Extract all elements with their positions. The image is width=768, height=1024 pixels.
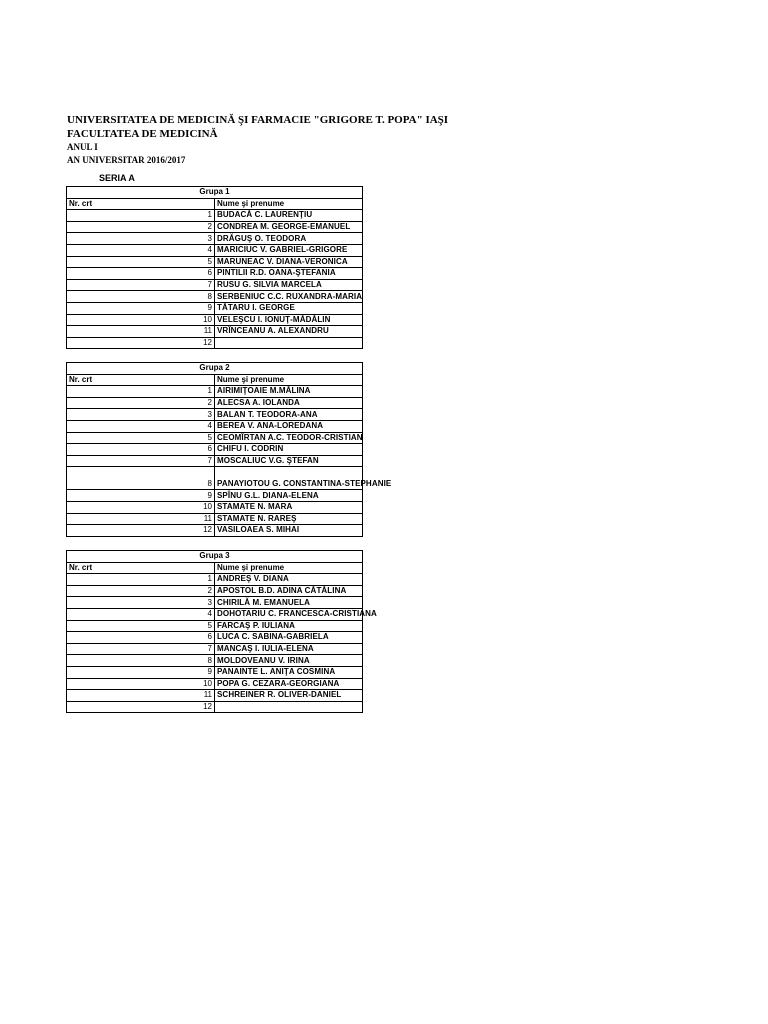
table-row [67,337,363,349]
row-number: 8 [67,291,215,303]
group-title: Grupa 2 [67,363,363,375]
student-name: BEREA V. ANA-LOREDANA [215,420,363,432]
table-row [67,490,363,502]
row-number: 3 [67,597,215,609]
row-number: 5 [67,620,215,632]
row-number: 9 [67,490,215,502]
table-row [67,444,363,456]
student-name: RUSU G. SILVIA MARCELA [215,279,363,291]
row-number: 6 [67,268,215,280]
student-name: PANAINTE L. ANIŢA COSMINA [215,666,363,678]
table-row [67,597,363,609]
table-row [67,256,363,268]
student-name: CEOMÎRTAN A.C. TEODOR-CRISTIAN [215,432,363,444]
series-label: SERIA A [99,173,135,183]
student-name: AIRIMIŢOAIE M.MĂLINA [215,386,363,398]
student-name: MOSCALIUC V.G. ŞTEFAN [215,455,363,467]
table-row [67,291,363,303]
table-row [67,632,363,644]
table-row [67,455,363,467]
row-number: 7 [67,455,215,467]
row-number: 7 [67,279,215,291]
row-number: 8 [67,655,215,667]
table-row [67,501,363,513]
group-table-2 [66,362,392,537]
academic-year: AN UNIVERSITAR 2016/2017 [67,155,186,165]
student-name: TĂTARU I. GEORGE [215,302,363,314]
row-number: 11 [67,690,215,702]
table-row [67,432,363,444]
row-number: 9 [67,302,215,314]
table-row [67,210,363,222]
student-name: ANDREŞ V. DIANA [215,574,363,586]
document-header [67,113,448,167]
student-name: CHIFU I. CODRIN [215,444,363,456]
student-name: BALAN T. TEODORA-ANA [215,409,363,421]
student-name: APOSTOL B.D. ADINA CĂTĂLINA [215,585,363,597]
student-name: MANCAŞ I. IULIA-ELENA [215,643,363,655]
student-name: SPÎNU G.L. DIANA-ELENA [215,490,363,502]
row-number: 10 [67,501,215,513]
table-row [67,397,363,409]
student-name: CONDREA M. GEORGE-EMANUEL [215,221,363,233]
row-number: 4 [67,244,215,256]
group-title: Grupa 1 [67,187,363,199]
row-number: 4 [67,608,215,620]
student-name: VRÎNCEANU A. ALEXANDRU [215,326,363,338]
table-row [67,302,363,314]
row-number: 2 [67,585,215,597]
student-name: POPA G. CEZARA-GEORGIANA [215,678,363,690]
table-row [67,574,363,586]
table-row [67,279,363,291]
student-name: PINTILII R.D. OANA-ŞTEFANIA [215,268,363,280]
student-name [215,337,363,349]
row-number: 5 [67,432,215,444]
table-row [67,678,363,690]
row-number: 12 [67,337,215,349]
table-row [67,643,363,655]
table-row [67,585,363,597]
column-header-nr: Nr. crt [67,562,215,574]
table-row [67,233,363,245]
table-row [67,467,363,490]
row-number: 11 [67,326,215,338]
group-table-1 [66,186,363,349]
student-name [215,701,363,713]
table-row [67,525,363,537]
faculty-name: FACULTATEA DE MEDICINĂ [67,128,218,140]
student-name: VASILOAEA S. MIHAI [215,525,363,537]
student-name: BUDACĂ C. LAURENŢIU [215,210,363,222]
student-name: DOHOTARIU C. FRANCESCA-CRISTIANA [215,608,363,620]
student-name: MARUNEAC V. DIANA-VERONICA [215,256,363,268]
table-row [67,244,363,256]
table-row [67,221,363,233]
table-row [67,608,363,620]
row-number: 1 [67,386,215,398]
table-row [67,513,363,525]
student-name: DRĂGUŞ O. TEODORA [215,233,363,245]
row-number: 3 [67,409,215,421]
student-name: MARICIUC V. GABRIEL-GRIGORE [215,244,363,256]
student-name: SCHREINER R. OLIVER-DANIEL [215,690,363,702]
column-header-nr: Nr. crt [67,374,215,386]
table-row [67,326,363,338]
column-header-name: Nume şi prenume [215,198,363,210]
row-number: 1 [67,210,215,222]
column-header-name: Nume şi prenume [215,374,363,386]
row-number: 4 [67,420,215,432]
table-row [67,701,363,713]
student-name: STAMATE N. MARA [215,501,363,513]
student-name: CHIRILĂ M. EMANUELA [215,597,363,609]
row-number: 12 [67,701,215,713]
table-row [67,268,363,280]
row-number: 8 [67,467,215,490]
student-name: LUCA C. SABINA-GABRIELA [215,632,363,644]
row-number: 2 [67,397,215,409]
table-row [67,666,363,678]
student-name: ALECSA A. IOLANDA [215,397,363,409]
student-name: FARCAŞ P. IULIANA [215,620,363,632]
student-name: VELEŞCU I. IONUŢ-MĂDĂLIN [215,314,363,326]
student-name: SERBENIUC C.C. RUXANDRA-MARIA [215,291,363,303]
study-year: ANUL I [67,142,98,152]
row-number: 6 [67,632,215,644]
table-row [67,420,363,432]
column-header-nr: Nr. crt [67,198,215,210]
university-name: UNIVERSITATEA DE MEDICINĂ ŞI FARMACIE "GRIGORE T. POPA" IAŞI [67,114,449,126]
student-name: PANAYIOTOU G. CONSTANTINA-STEPHANIE [215,467,363,490]
column-header-name: Nume şi prenume [215,562,363,574]
table-row [67,620,363,632]
table-row [67,386,363,398]
table-row [67,314,363,326]
table-row [67,655,363,667]
table-row [67,690,363,702]
row-number: 5 [67,256,215,268]
student-name: STAMATE N. RAREŞ [215,513,363,525]
row-number: 12 [67,525,215,537]
group-table-3 [66,550,377,713]
group-title: Grupa 3 [67,551,363,563]
student-name: MOLDOVEANU V. IRINA [215,655,363,667]
table-row [67,409,363,421]
row-number: 2 [67,221,215,233]
row-number: 3 [67,233,215,245]
row-number: 11 [67,513,215,525]
row-number: 10 [67,678,215,690]
row-number: 7 [67,643,215,655]
row-number: 10 [67,314,215,326]
row-number: 1 [67,574,215,586]
row-number: 6 [67,444,215,456]
row-number: 9 [67,666,215,678]
